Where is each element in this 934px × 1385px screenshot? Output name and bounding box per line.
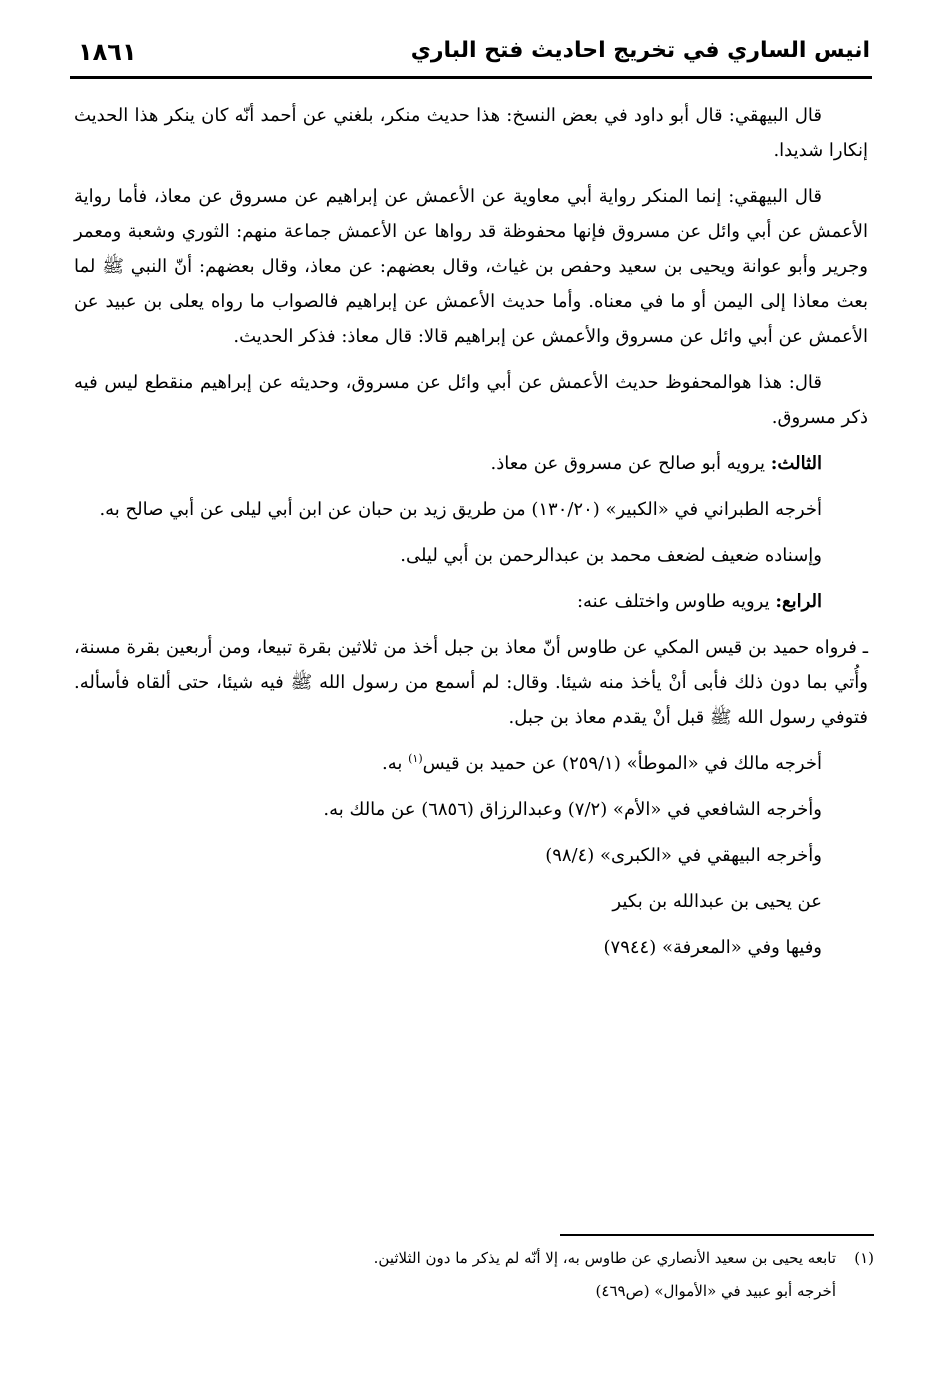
header-rule [70, 76, 872, 79]
footnote-rule [560, 1234, 874, 1236]
footnote-line: أخرجه أبو عبيد في «الأموال» (ص٤٦٩) [595, 1282, 836, 1300]
section-lead: الثالث: [770, 453, 822, 474]
footnote-number: (١) [854, 1249, 874, 1267]
footnote-ref[interactable]: (١) [408, 752, 423, 765]
section-lead: الرابع: [775, 591, 822, 612]
page-number: ١٨٦١ [78, 38, 137, 66]
paragraph: وفيها وفي «المعرفة» (٧٩٤٤) [603, 937, 822, 958]
paragraph: ـ فرواه حميد بن قيس المكي عن طاوس أنّ معاذ بن جبل أخذ من ثلاثين بقرة تبيعا، ومن أربعين بقرة مسنة، وأُتي بما دون ذلك فأبى أنْ يأخذ منه شيئا. وقال: لم أسمع من رسول الله ﷺ فيه شيئا، حتى ألقاه فأسأله. فتوفي رسول الله ﷺ قبل أنْ يقدم معاذ بن جبل. [74, 637, 868, 728]
footnote [210, 1242, 874, 1308]
paragraph: قال البيهقي: قال أبو داود في بعض النسخ: هذا حديث منكر، بلغني عن أحمد أنّه كان ينكر هذا الحديث إنكارا شديدا. [74, 105, 868, 161]
paragraph: عن يحيى بن عبدالله بن بكير [612, 891, 822, 912]
paragraph: أخرجه مالك في «الموطأ» (٢٥٩/١) عن حميد بن قيس$^{(١)}$ به. [381, 752, 822, 774]
paragraph: وإسناده ضعيف لضعف محمد بن عبدالرحمن بن أبي ليلى. [400, 545, 822, 566]
main-text [74, 98, 868, 976]
running-head [70, 38, 870, 74]
paragraph: الرابع: يرويه طاوس واختلف عنه: [576, 591, 822, 612]
paragraph: أخرجه الطبراني في «الكبير» (١٣٠/٢٠) من طريق زيد بن حبان عن ابن أبي ليلى عن أبي صالح به. [99, 499, 822, 520]
footnote-line: (١)تابعه يحيى بن سعيد الأنصاري عن طاوس به، إلا أنّه لم يذكر ما دون الثلاثين. [210, 1242, 874, 1275]
book-title: انيس الساري في تخريج احاديث فتح الباري [410, 38, 870, 63]
paragraph: وأخرجه البيهقي في «الكبرى» (٩٨/٤) [545, 845, 822, 866]
paragraph: الثالث: يرويه أبو صالح عن مسروق عن معاذ. [490, 453, 822, 474]
paragraph: قال: هذا هوالمحفوظ حديث الأعمش عن أبي وائل عن مسروق، وحديثه عن إبراهيم منقطع ليس فيه ذكر مسروق. [74, 372, 868, 428]
paragraph: وأخرجه الشافعي في «الأم» (٧/٢) وعبدالرزاق (٦٨٥٦) عن مالك به. [323, 799, 822, 820]
paragraph: قال البيهقي: إنما المنكر رواية أبي معاوية عن الأعمش عن إبراهيم عن مسروق عن معاذ، فأما رواية الأعمش عن أبي وائل عن مسروق فإنها محفوظة قد رواها عن الأعمش جماعة منهم: الثوري وشعبة ومعمر وجرير وأبو عوانة ويحيى بن سعيد وحفص بن غياث، وقال بعضهم: عن معاذ، وقال بعضهم: أنّ النبي ﷺ لما بعث معاذا إلى اليمن أو ما في معناه. وأما حديث الأعمش عن إبراهيم فالصواب ما رواه يعلى بن عبيد عن الأعمش عن أبي وائل عن مسروق والأعمش عن إبراهيم قالا: قال معاذ: فذكر الحديث. [74, 186, 868, 347]
